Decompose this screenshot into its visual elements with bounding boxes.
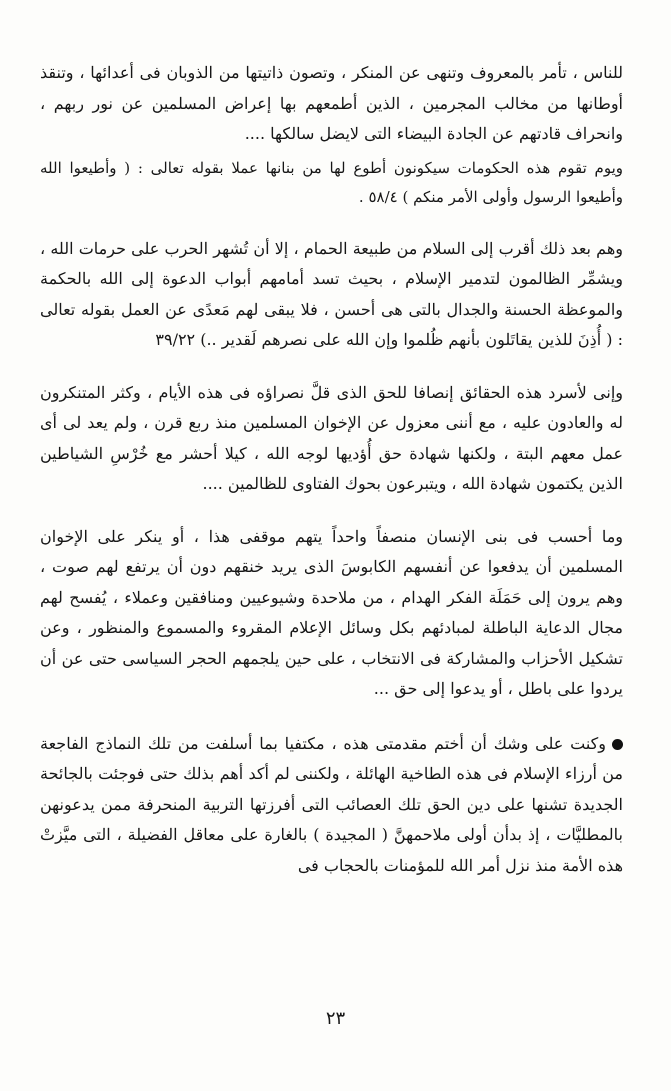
paragraph-3: وهم بعد ذلك أقرب إلى السلام من طبيعة الحمام ، إلا أن تُشهر الحرب على حرمات الله ، ويشمِّر الظالمون لتدمير الإسلام ، بحيث تسد أمامهم أبواب الدعوة إلى الله بالحكمة والموعظة الحسنة والجدال بالتى هى أحسن ، فلا يبقى لهم مَعدًى عن العمل بقوله تعالى : ( أُذِنَ للذين يقاتَلون بأنهم ظُلموا وإن الله على نصرهم لَقدير ..) ٣٩/٢٢: [40, 238, 623, 349]
body-text: [40, 58, 623, 881]
page-number: ٢٣: [325, 1008, 346, 1029]
paragraph-4: وإنى لأسرد هذه الحقائق إنصافا للحق الذى قلَّ نصراؤه فى هذه الأيام ، وكثر المتنكرون له والعادون عليه ، مع أننى معزول عن الإخوان المسلمين منذ ربع قرن ، ولم يعد لى أى عمل معهم البتة ، ولكنها شهادة حق أُؤديها لوجه الله ، كيلا أحشر مع خُرْسِ الشياطين الذين يكتمون شهادة الله ، ويتبرعون بحوك الفتاوى للظالمين ....: [40, 382, 624, 493]
bullet-icon: [612, 739, 623, 750]
paragraph-5: وما أحسب فى بنى الإنسان منصفاً واحداً يتهم موقفى هذا ، أو ينكر على الإخوان المسلمين أن يدفعوا عن أنفسهم الكابوسَ الذى يريد خنقهم دون أن يرتفع لهم صوت ، وهم يرون إلى حَمَلَة الفكر الهدام ، من ملاحدة وشيوعيين ومنافقين وعملاء ، يُفسح لهم مجال الدعاية الباطلة لمبادئهم بكل وسائل الإعلام المقروء والمسموع والمنظور ، وعن تشكيل الأحزاب والمشاركة فى الانتخاب ، على حين يلجمهم الحجر السياسى حتى عن أن يردوا على باطل ، أو يدعوا إلى حق ...: [40, 526, 623, 698]
paragraph-2: ويوم تقوم هذه الحكومات سيكونون أطوع لها من بنانها عملا بقوله تعالى : ( وأطيعوا الله وأطيعوا الرسول وأولى الأمر منكم ) ٥٨/٤ .: [40, 158, 623, 206]
paragraph-6: [40, 729, 623, 882]
paragraph-1: للناس ، تأمر بالمعروف وتنهى عن المنكر ، وتصون ذاتيتها من الذوبان فى أعدائها ، وتنقذ أوطانها من مخالب المجرمين ، الذين أطمعهم بها إعراض المسلمين عن نور ربهم ، وانحراف قادتهم عن الجادة البيضاء التى لايضل سالكها ....: [40, 63, 624, 143]
paragraph-6-text: وكنت على وشك أن أختم مقدمتى هذه ، مكتفيا بما أسلفت من تلك النماذج الفاجعة من أرزاء الإسلام فى هذه الطاخية الهائلة ، ولكننى لم أكد أهم بذلك حتى فوجئت بالجائحة الجديدة تشنها على دين الحق تلك العصائب التى أفرزتها التربية المنحرفة ممن يدعونهن بالمطليَّات ، إذ بدأن أولى ملاحمهنَّ ( المجيدة ) بالغارة على معاقل الفضيلة ، التى ميَّزتْ هذه الأمة منذ نزل أمر الله للمؤمنات بالحجاب فى: [40, 733, 623, 875]
